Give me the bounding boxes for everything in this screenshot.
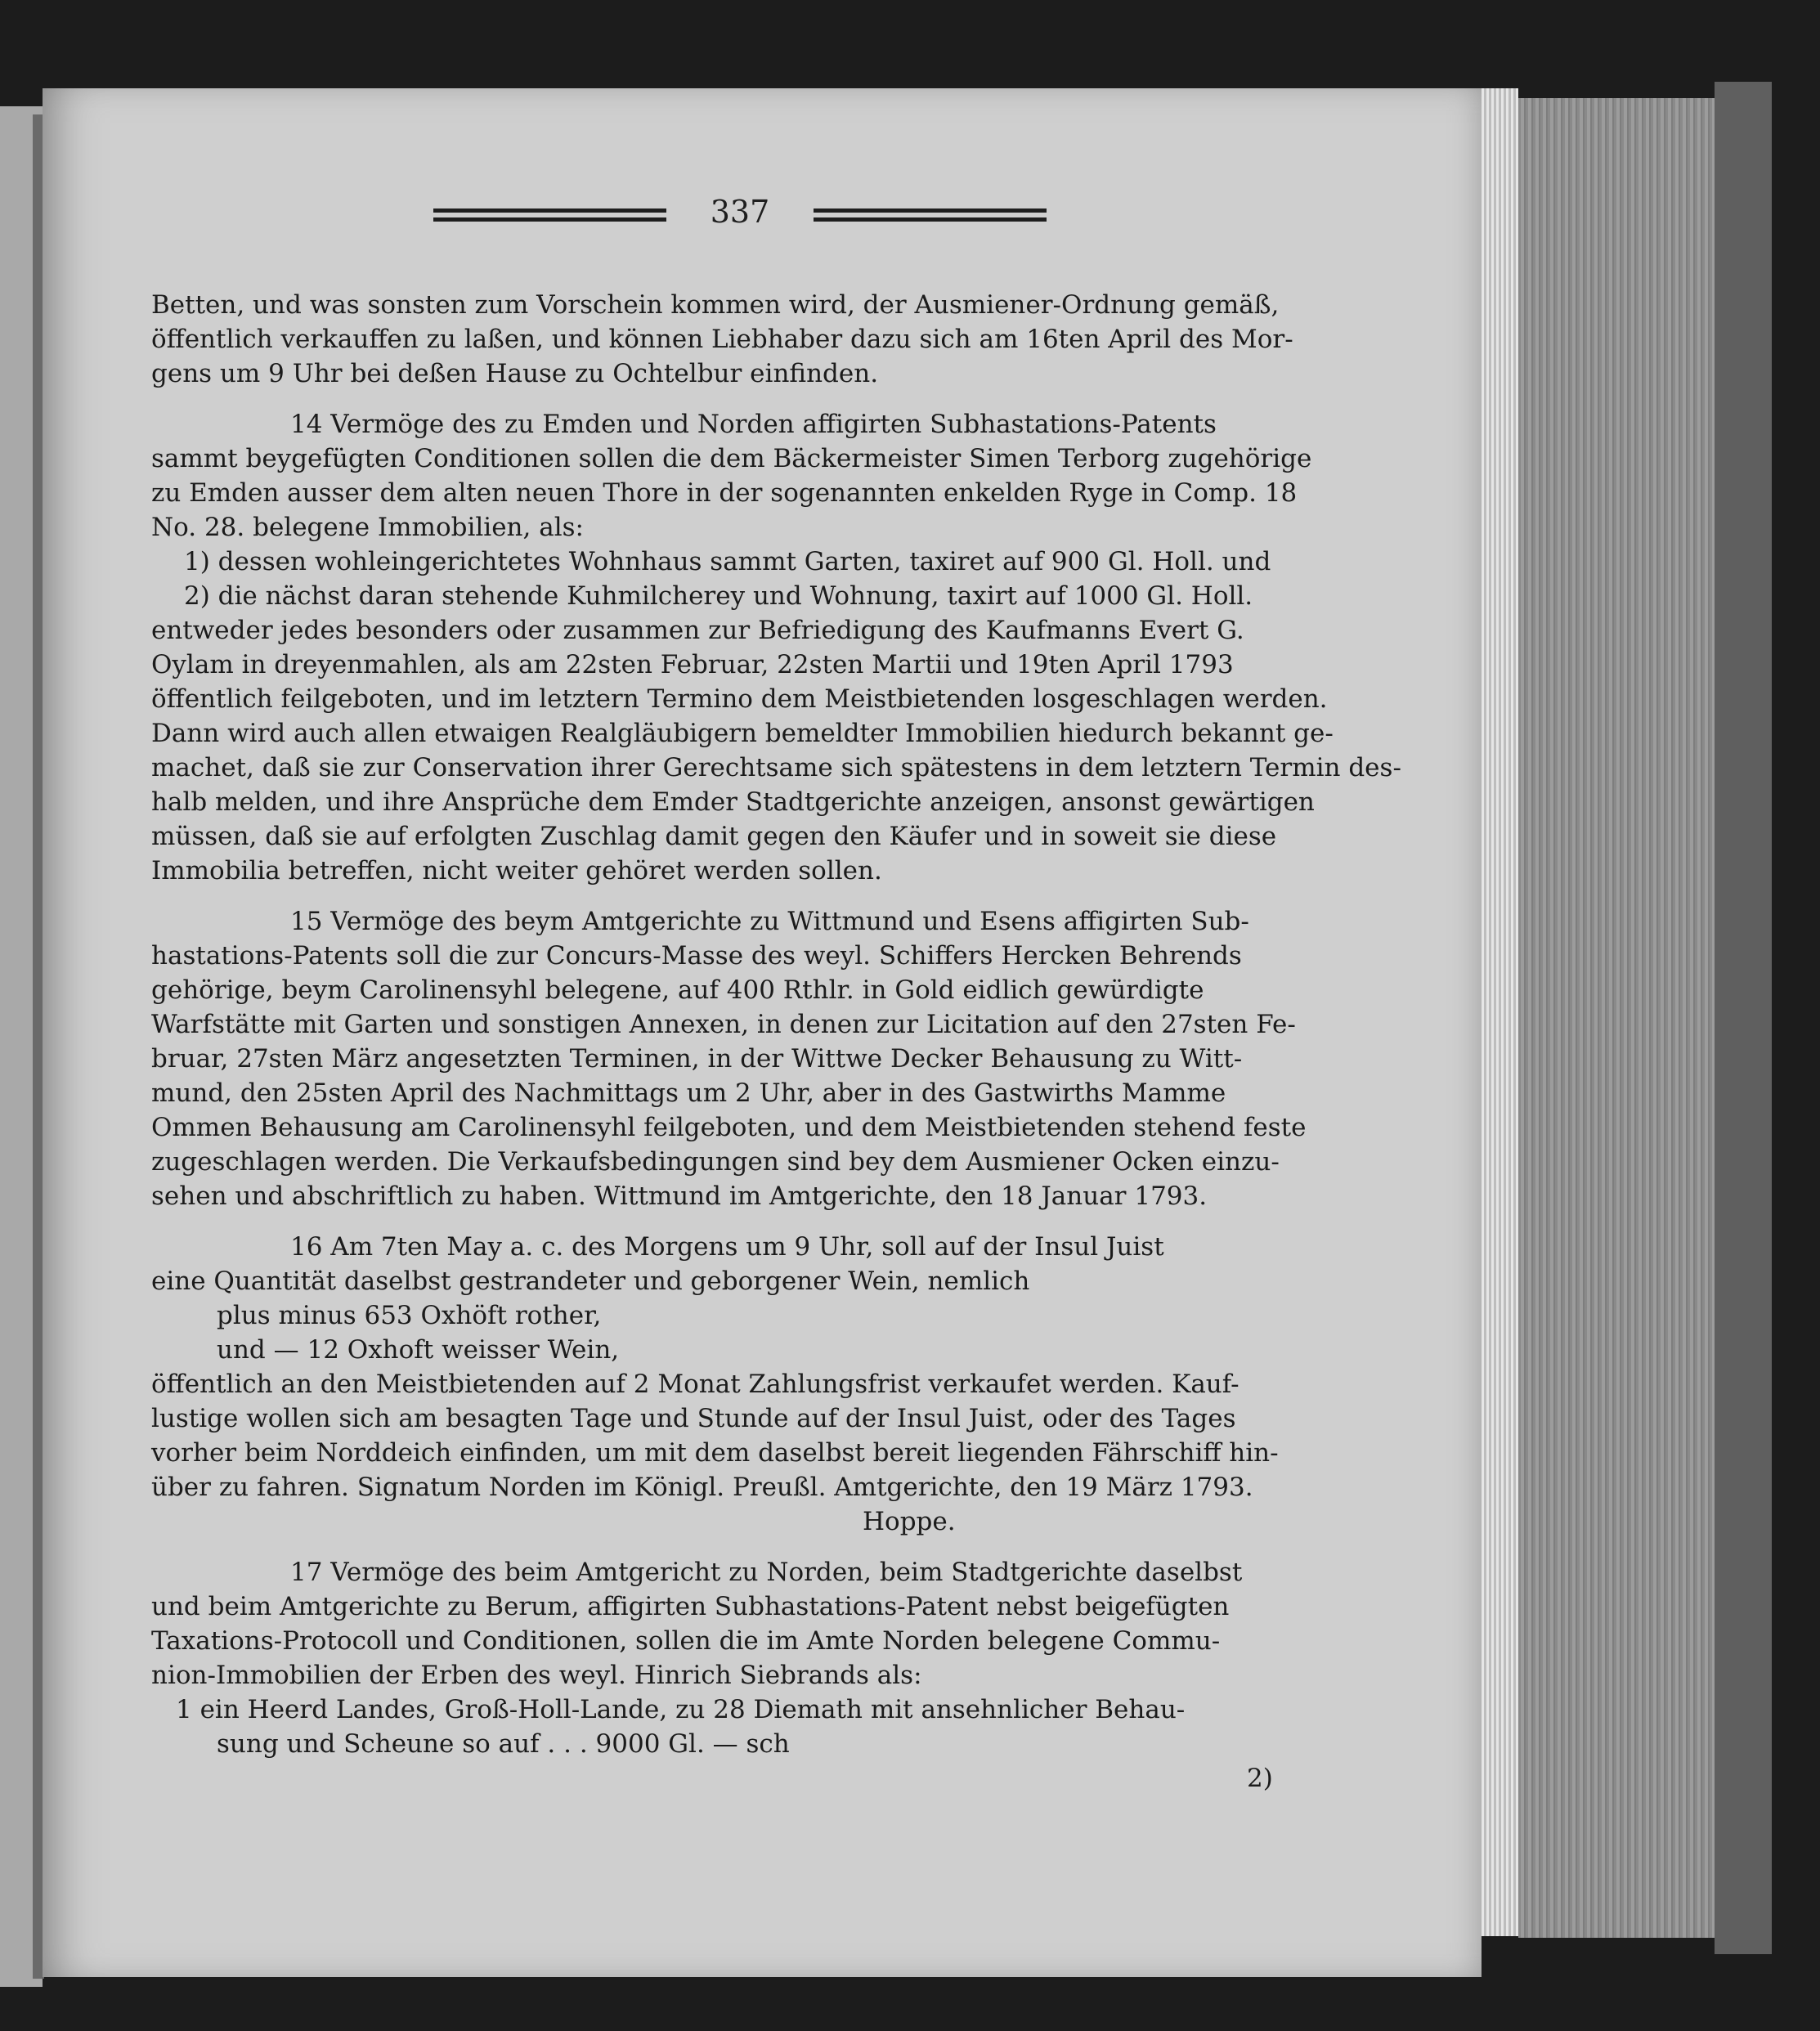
text-line: sammt beygefügten Conditionen sollen die dem Bäckermeister Simen Terborg zugehörige xyxy=(151,444,1312,473)
text-line: gens um 9 Uhr bei deßen Hause zu Ochtelbur einfinden. xyxy=(151,359,879,388)
text-line: öffentlich an den Meistbietenden auf 2 Monat Zahlungsfrist verkaufet werden. Kauf- xyxy=(151,1370,1239,1399)
page-body-text xyxy=(151,288,1401,1796)
text-line: über zu fahren. Signatum Norden im Königl. Preußl. Amtgerichte, den 19 März 1793. xyxy=(151,1473,1253,1502)
list-item: 2) die nächst daran stehende Kuhmilcherey und Wohnung, taxirt auf 1000 Gl. Holl. xyxy=(184,581,1253,611)
text-line: entweder jedes besonders oder zusammen zur Befriedigung des Kaufmanns Evert G. xyxy=(151,616,1244,645)
text-line: machet, daß sie zur Conservation ihrer Gerechtsame sich spätestens in dem letztern Termin des- xyxy=(151,753,1401,782)
text-line: Taxations-Protocoll und Conditionen, sollen die im Amte Norden belegene Commu- xyxy=(151,1626,1221,1656)
text-line: vorher beim Norddeich einfinden, um mit dem daselbst bereit liegenden Fährschiff hin- xyxy=(151,1438,1279,1468)
text-line: bruar, 27sten März angesetzten Terminen, in der Wittwe Decker Behausung zu Witt- xyxy=(151,1044,1243,1074)
entry-14-heading: 14 Vermöge des zu Emden und Norden affigirten Subhastations-Patents xyxy=(290,410,1217,439)
text-line: mund, den 25sten April des Nachmittags um 2 Uhr, aber in des Gastwirths Mamme xyxy=(151,1078,1226,1108)
entry-16-heading: 16 Am 7ten May a. c. des Morgens um 9 Uhr, soll auf der Insul Juist xyxy=(290,1232,1164,1262)
header-rule-right xyxy=(814,208,1047,226)
page-header xyxy=(433,194,1047,249)
text-line: müssen, daß sie auf erfolgten Zuschlag damit gegen den Käufer und in soweit sie diese xyxy=(151,822,1277,851)
signature: Hoppe. xyxy=(863,1507,956,1536)
book-cover-edge xyxy=(1715,82,1772,1954)
text-line: und beim Amtgerichte zu Berum, affigirten Subhastations-Patent nebst beigefügten xyxy=(151,1592,1230,1621)
text-line: Oylam in dreyenmahlen, als am 22sten Februar, 22sten Martii und 19ten April 1793 xyxy=(151,650,1234,679)
list-item: 1 ein Heerd Landes, Groß-Holl-Lande, zu 28 Diemath mit ansehnlicher Behau- xyxy=(176,1695,1186,1724)
list-item: plus minus 653 Oxhöft rother, xyxy=(217,1301,602,1330)
header-rule-left xyxy=(433,208,666,226)
text-line: Warfstätte mit Garten und sonstigen Annexen, in denen zur Licitation auf den 27sten Fe- xyxy=(151,1010,1296,1039)
text-line: Dann wird auch allen etwaigen Realgläubigern bemeldter Immobilien hiedurch bekannt ge- xyxy=(151,719,1334,748)
text-line: Ommen Behausung am Carolinensyhl feilgeboten, und dem Meistbietenden stehend feste xyxy=(151,1113,1307,1142)
text-line: öffentlich feilgeboten, und im letztern Termino dem Meistbietenden losgeschlagen werden. xyxy=(151,684,1328,714)
text-line: gehörige, beym Carolinensyhl belegene, auf 400 Rthlr. in Gold eidlich gewürdigte xyxy=(151,975,1204,1005)
text-line: eine Quantität daselbst gestrandeter und geborgener Wein, nemlich xyxy=(151,1267,1030,1296)
text-block-edges xyxy=(1518,98,1715,1938)
text-line: sehen und abschriftlich zu haben. Wittmund im Amtgerichte, den 18 Januar 1793. xyxy=(151,1181,1208,1211)
text-line: zugeschlagen werden. Die Verkaufsbedingungen sind bey dem Ausmiener Ocken einzu- xyxy=(151,1147,1280,1177)
entry-17-heading: 17 Vermöge des beim Amtgericht zu Norden, beim Stadtgerichte daselbst xyxy=(290,1558,1243,1587)
text-line: Betten, und was sonsten zum Vorschein kommen wird, der Ausmiener-Ordnung gemäß, xyxy=(151,290,1280,320)
list-item: und — 12 Oxhoft weisser Wein, xyxy=(217,1335,620,1365)
page-number: 337 xyxy=(710,194,770,230)
text-line: zu Emden ausser dem alten neuen Thore in der sogenannten enkelden Ryge in Comp. 18 xyxy=(151,478,1298,508)
entry-15-heading: 15 Vermöge des beym Amtgerichte zu Wittmund und Esens affigirten Sub- xyxy=(290,907,1249,936)
text-line: No. 28. belegene Immobilien, als: xyxy=(151,513,584,542)
text-line: halb melden, und ihre Ansprüche dem Emder Stadtgerichte anzeigen, ansonst gewärtigen xyxy=(151,787,1315,817)
text-line: nion-Immobilien der Erben des weyl. Hinrich Siebrands als: xyxy=(151,1661,922,1690)
text-line: lustige wollen sich am besagten Tage und Stunde auf der Insul Juist, oder des Tages xyxy=(151,1404,1236,1433)
list-item: sung und Scheune so auf . . . 9000 Gl. — sch xyxy=(217,1729,790,1759)
catchword: 2) xyxy=(1247,1764,1273,1793)
page-fore-edge xyxy=(1482,88,1518,1936)
text-line: hastations-Patents soll die zur Concurs-Masse des weyl. Schiffers Hercken Behrends xyxy=(151,941,1242,971)
text-line: Immobilia betreffen, nicht weiter gehöret werden sollen. xyxy=(151,856,882,885)
text-line: öffentlich verkauffen zu laßen, und können Liebhaber dazu sich am 16ten April des Mor- xyxy=(151,325,1293,354)
list-item: 1) dessen wohleingerichtetes Wohnhaus sammt Garten, taxiret auf 900 Gl. Holl. und xyxy=(184,547,1271,576)
